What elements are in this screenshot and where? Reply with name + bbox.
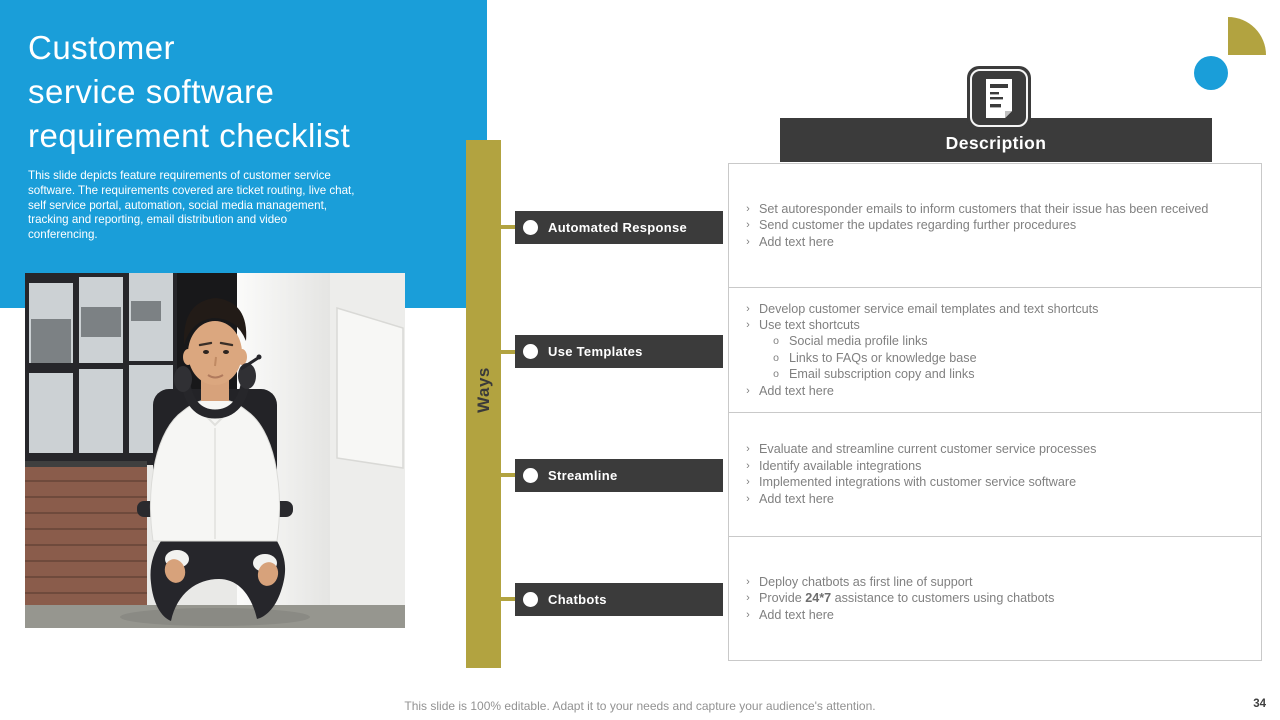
bullet-list bbox=[729, 441, 1106, 507]
description-table bbox=[728, 163, 1262, 661]
bullet-item bbox=[737, 317, 1098, 333]
row-use-templates-description bbox=[729, 287, 1261, 411]
bullet-item bbox=[737, 301, 1098, 317]
bullet-text: Implemented integrations with customer service software bbox=[759, 475, 1077, 490]
bullet-item bbox=[737, 201, 1208, 217]
document-icon-glyph bbox=[967, 66, 1031, 130]
white-dot-icon bbox=[523, 468, 538, 483]
circle-bullet-icon: o bbox=[773, 335, 779, 348]
sub-bullet-item bbox=[763, 366, 1098, 382]
bullet-item bbox=[737, 491, 1096, 507]
ways-axis-label: Ways bbox=[474, 367, 493, 413]
sub-bullet-item bbox=[763, 333, 1098, 349]
chevron-bullet-icon: › bbox=[746, 219, 750, 232]
white-dot-icon bbox=[523, 592, 538, 607]
bullet-text: Evaluate and streamline current customer service processes bbox=[759, 442, 1097, 457]
title-line-2: service software bbox=[28, 73, 275, 110]
title-line-1: Customer bbox=[28, 29, 176, 66]
bullet-text: Identify available integrations bbox=[759, 458, 922, 473]
chevron-bullet-icon: › bbox=[746, 476, 750, 489]
photo-illustration bbox=[25, 273, 405, 628]
row-label-text: Use Templates bbox=[548, 344, 643, 359]
bullet-item bbox=[737, 383, 1098, 399]
blue-dot-decoration bbox=[1194, 56, 1228, 90]
bullet-text-bold: 24*7 bbox=[805, 591, 832, 606]
bullet-text: Develop customer service email templates and text shortcuts bbox=[759, 301, 1099, 316]
chevron-bullet-icon: › bbox=[746, 319, 750, 332]
slide-description-text: This slide depicts feature requirements of customer service software. The requirements covered are ticket routing, live chat, self service portal, automation, social media management, tracking and reporting, email distribution and video conferencing. bbox=[28, 169, 355, 242]
bullet-list bbox=[729, 574, 1064, 623]
bullet-text bbox=[759, 590, 1054, 606]
sub-bullet-text: Links to FAQs or knowledge base bbox=[789, 350, 977, 365]
bullet-item bbox=[737, 574, 1054, 590]
bullet-text-prefix: Provide bbox=[759, 591, 806, 606]
label-streamline bbox=[515, 459, 723, 492]
row-chatbots-description bbox=[729, 536, 1261, 660]
row-automated-response-description bbox=[729, 164, 1261, 287]
label-chatbots bbox=[515, 583, 723, 616]
bullet-item bbox=[737, 234, 1208, 250]
add-text-placeholder[interactable]: Add text here bbox=[759, 234, 834, 249]
add-text-placeholder[interactable]: Add text here bbox=[759, 607, 834, 622]
bullet-item bbox=[737, 607, 1054, 623]
chevron-bullet-icon: › bbox=[746, 302, 750, 315]
bullet-list bbox=[729, 301, 1108, 399]
bullet-item bbox=[737, 217, 1208, 233]
add-text-placeholder[interactable]: Add text here bbox=[759, 383, 834, 398]
sub-bullet-text: Social media profile links bbox=[789, 334, 928, 349]
white-dot-icon bbox=[523, 220, 538, 235]
bullet-text: Use text shortcuts bbox=[759, 318, 860, 333]
bullet-item bbox=[737, 458, 1096, 474]
bullet-text: Send customer the updates regarding further procedures bbox=[759, 218, 1077, 233]
add-text-placeholder[interactable]: Add text here bbox=[759, 491, 834, 506]
photo-man-with-headset bbox=[25, 273, 405, 628]
chevron-bullet-icon: › bbox=[746, 443, 750, 456]
bullet-list bbox=[729, 201, 1218, 250]
footer-note: This slide is 100% editable. Adapt it to your needs and capture your audience's attention. bbox=[404, 699, 876, 713]
chevron-bullet-icon: › bbox=[746, 384, 750, 397]
row-label-text: Automated Response bbox=[548, 220, 688, 235]
chevron-bullet-icon: › bbox=[746, 592, 750, 605]
bullet-item bbox=[737, 590, 1054, 606]
chevron-bullet-icon: › bbox=[746, 459, 750, 472]
bullet-item bbox=[737, 441, 1096, 457]
chevron-bullet-icon: › bbox=[746, 608, 750, 621]
bullet-text-suffix: assistance to customers using chatbots bbox=[831, 591, 1055, 606]
label-automated-response bbox=[515, 211, 723, 244]
page-title bbox=[28, 26, 468, 158]
document-icon bbox=[967, 66, 1031, 130]
chevron-bullet-icon: › bbox=[746, 492, 750, 505]
row-label-text: Streamline bbox=[548, 468, 618, 483]
chevron-bullet-icon: › bbox=[746, 235, 750, 248]
row-streamline-description bbox=[729, 412, 1261, 536]
page-number: 34 bbox=[1253, 698, 1266, 710]
bullet-item bbox=[737, 474, 1096, 490]
title-line-3: requirement checklist bbox=[28, 117, 351, 154]
bullet-text: Deploy chatbots as first line of support bbox=[759, 574, 973, 589]
white-dot-icon bbox=[523, 344, 538, 359]
chevron-bullet-icon: › bbox=[746, 203, 750, 216]
title-panel bbox=[0, 0, 487, 308]
label-use-templates bbox=[515, 335, 723, 368]
bullet-text: Set autoresponder emails to inform customers that their issue has been received bbox=[759, 202, 1209, 217]
sub-bullet-item bbox=[763, 350, 1098, 366]
description-header-label: Description bbox=[945, 132, 1047, 153]
circle-bullet-icon: o bbox=[773, 351, 779, 364]
row-label-text: Chatbots bbox=[548, 592, 607, 607]
sub-bullet-text: Email subscription copy and links bbox=[789, 367, 975, 382]
quarter-circle-decoration bbox=[1228, 17, 1266, 55]
chevron-bullet-icon: › bbox=[746, 575, 750, 588]
circle-bullet-icon: o bbox=[773, 368, 779, 381]
